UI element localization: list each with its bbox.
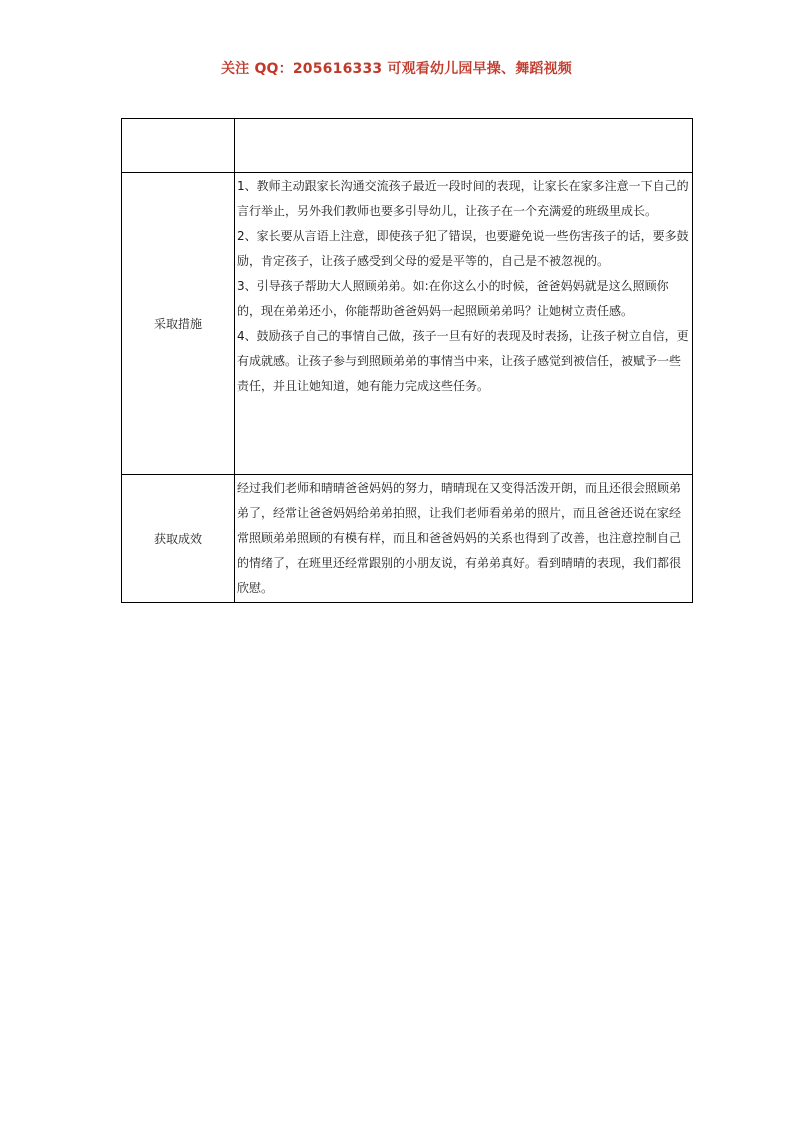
- measure-item-2: 2、家长要从言语上注意，即使孩子犯了错误，也要避免说一些伤害孩子的话，要多鼓励，肯定孩子，让孩子感受到父母的爱是平等的，自己是不被忽视的。: [237, 229, 689, 268]
- case-table: [121, 118, 693, 603]
- results-content: [235, 475, 693, 603]
- measure-item-4: 4、鼓励孩子自己的事情自己做，孩子一旦有好的表现及时表扬，让孩子树立自信，更有成就感。让孩子参与到照顾弟弟的事情当中来，让孩子感觉到被信任，被赋予一些责任，并且让她知道，她有能力完成这些任务。: [237, 329, 689, 393]
- measures-label: 采取措施: [122, 173, 235, 475]
- page-title: 关注 QQ：205616333 可观看幼儿园早操、舞蹈视频: [220, 61, 573, 77]
- empty-label-cell: [122, 119, 235, 173]
- table-row-measures: [122, 173, 693, 475]
- measure-item-3: 3、引导孩子帮助大人照顾弟弟。如:在你这么小的时候，爸爸妈妈就是这么照顾你的，现在弟弟还小，你能帮助爸爸妈妈一起照顾弟弟吗？让她树立责任感。: [237, 279, 669, 318]
- measures-content: [235, 173, 693, 475]
- results-text: 经过我们老师和晴晴爸爸妈妈的努力，晴晴现在又变得活泼开朗，而且还很会照顾弟弟了，经常让爸爸妈妈给弟弟拍照，让我们老师看弟弟的照片，而且爸爸还说在家经常照顾弟弟照顾的有模有样，而且和爸爸妈妈的关系也得到了改善，也注意控制自己的情绪了，在班里还经常跟别的小朋友说，有弟弟真好。看到晴晴的表现，我们都很欣慰。: [237, 481, 682, 595]
- table-row-results: [122, 475, 693, 603]
- empty-content-cell: [235, 119, 693, 173]
- table-row-empty: [122, 119, 693, 173]
- results-label: 获取成效: [122, 475, 235, 603]
- measure-item-1: 1、教师主动跟家长沟通交流孩子最近一段时间的表现，让家长在家多注意一下自己的言行举止，另外我们教师也要多引导幼儿，让孩子在一个充满爱的班级里成长。: [237, 179, 689, 218]
